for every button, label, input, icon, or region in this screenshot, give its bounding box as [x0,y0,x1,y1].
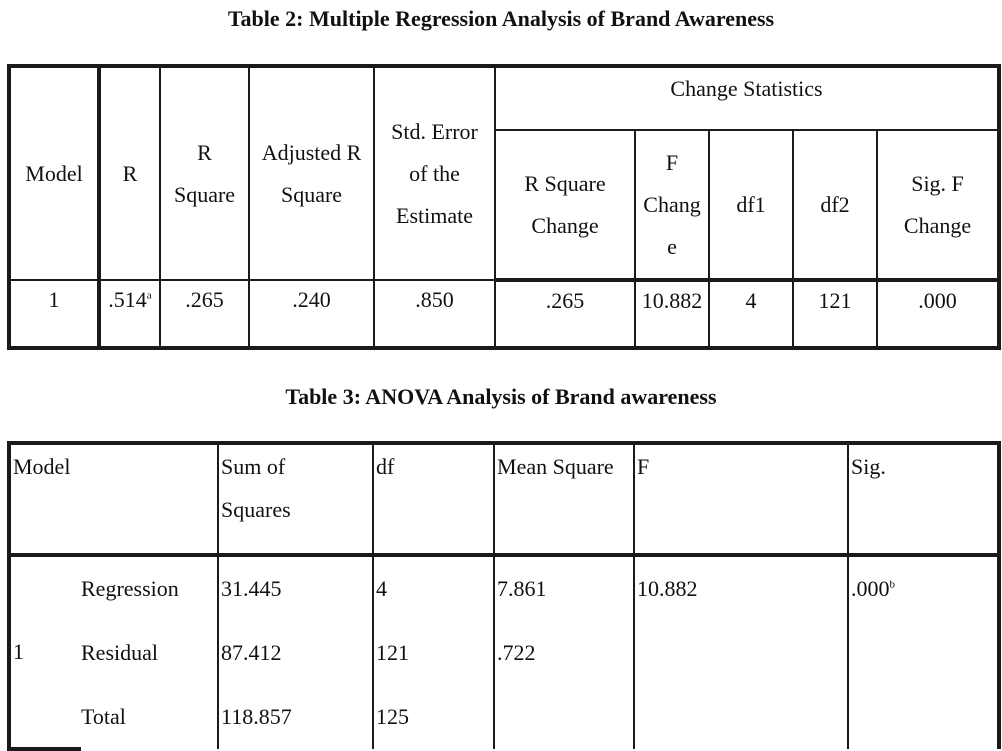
cell-std-error: .850 [374,280,495,348]
cell-model: 1 [9,280,99,348]
cell-r-square: .265 [160,280,249,348]
anova-header-sig: Sig. [848,443,999,555]
anova-row-total [9,685,999,749]
header-df1: df1 [709,130,793,280]
anova-cell-f [634,621,848,685]
anova-cell-df: 125 [373,685,494,749]
anova-row-regression [9,555,999,621]
header-std-error: Std. Error of the Estimate [374,66,495,280]
cell-adjusted-r-square: .240 [249,280,374,348]
anova-cell-mean-square: 7.861 [494,555,634,621]
anova-cell-mean-square: .722 [494,621,634,685]
anova-header-df: df [373,443,494,555]
regression-table [7,64,1001,350]
header-r-square: R Square [160,66,249,280]
anova-cell-df: 121 [373,621,494,685]
anova-header-f: F [634,443,848,555]
anova-row-label: Regression [81,555,218,621]
anova-header-sum-of-squares: Sum of Squares [218,443,373,555]
header-sig-f-change: Sig. F Change [877,130,999,280]
header-adjusted-r-square: Adjusted R Square [249,66,374,280]
anova-row-residual [9,621,999,685]
cell-df2: 121 [793,280,877,348]
cell-r: .514$^a$ [99,280,160,348]
anova-cell-sig: .000$^b$ [848,555,999,621]
header-df2: df2 [793,130,877,280]
anova-cell-sig [848,621,999,685]
anova-cell-df: 4 [373,555,494,621]
anova-cell-sum: 118.857 [218,685,373,749]
anova-table [7,441,1001,751]
table2-caption: Table 2: Multiple Regression Analysis of Brand Awareness [227,6,775,31]
cell-df1: 4 [709,280,793,348]
header-change-statistics: Change Statistics [495,66,999,130]
anova-cell-sum: 87.412 [218,621,373,685]
header-f-change: F Chang e [635,130,709,280]
cell-r-square-change: .265 [495,280,635,348]
anova-cell-f [634,685,848,749]
anova-model-number: 1 [9,555,81,749]
anova-cell-f: 10.882 [634,555,848,621]
anova-cell-sig [848,685,999,749]
table3-caption: Table 3: ANOVA Analysis of Brand awareness [285,384,717,409]
anova-row-label: Total [81,685,218,749]
anova-header-model: Model [9,443,218,555]
anova-header-mean-square: Mean Square [494,443,634,555]
anova-cell-mean-square [494,685,634,749]
cell-f-change: 10.882 [635,280,709,348]
header-r: R [99,66,160,280]
header-model: Model [9,66,99,280]
anova-cell-sum: 31.445 [218,555,373,621]
cell-sig-f-change: .000 [877,280,999,348]
header-r-square-change: R Square Change [495,130,635,280]
anova-row-label: Residual [81,621,218,685]
